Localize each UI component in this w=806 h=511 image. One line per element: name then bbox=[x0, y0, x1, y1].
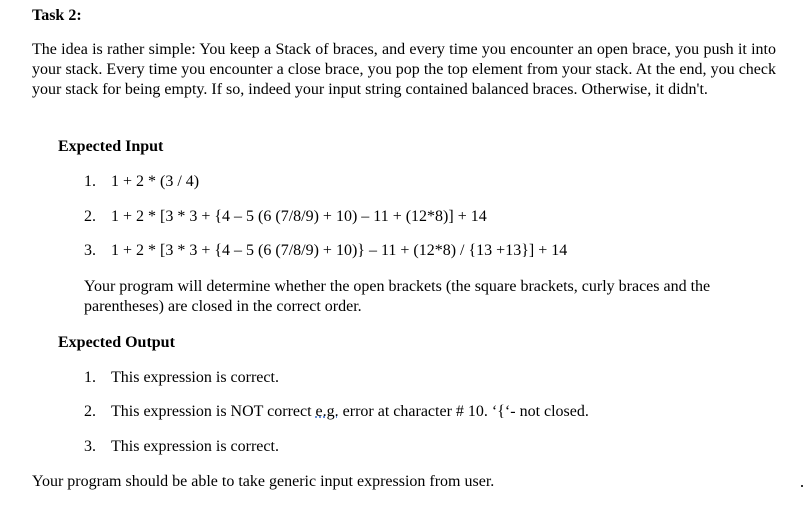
list-item-text: 1 + 2 * (3 / 4) bbox=[111, 173, 200, 190]
task-title: Task 2: bbox=[32, 7, 82, 24]
list-item-text: This expression is correct. bbox=[111, 369, 279, 386]
task-intro: The idea is rather simple: You keep a Stack of braces, and every time you encounter an open brace, you push it into your stack. Every time you encounter a close brace, you pop the top element from your stack. At the end, you check your stack for being empty. If so, indeed your input string contained balanced braces. Otherwise, it didn't. bbox=[32, 41, 776, 98]
list-item-text-start: This expression is NOT correct bbox=[111, 403, 316, 420]
list-number: 2. bbox=[84, 403, 96, 420]
list-item-text-end: error at character # 10. ‘{‘- not closed. bbox=[338, 403, 589, 420]
footer-text: Your program should be able to take generic input expression from user. bbox=[32, 473, 495, 490]
eg-abbreviation: e.g. bbox=[315, 403, 339, 420]
list-number: 3. bbox=[84, 242, 96, 259]
list-number: 1. bbox=[84, 369, 96, 386]
expected-input-note: Your program will determine whether the open brackets (the square brackets, curly braces and the parentheses) are closed in the correct order. bbox=[84, 278, 711, 315]
list-item-text bbox=[111, 402, 589, 422]
list-item-text: 1 + 2 * [3 * 3 + {4 – 5 (6 (7/8/9) + 10)} – 11 + (12*8) / {13 +13}] + 14 bbox=[111, 242, 568, 259]
list-number: 1. bbox=[84, 173, 96, 190]
list-item-text: 1 + 2 * [3 * 3 + {4 – 5 (6 (7/8/9) + 10) – 11 + (12*8)] + 14 bbox=[111, 208, 487, 225]
list-number: 3. bbox=[84, 438, 96, 455]
list-item-text: This expression is correct. bbox=[111, 438, 279, 455]
stray-dot bbox=[801, 485, 803, 487]
expected-output-heading: Expected Output bbox=[58, 334, 175, 351]
list-number: 2. bbox=[84, 208, 96, 225]
expected-input-heading: Expected Input bbox=[58, 138, 164, 155]
